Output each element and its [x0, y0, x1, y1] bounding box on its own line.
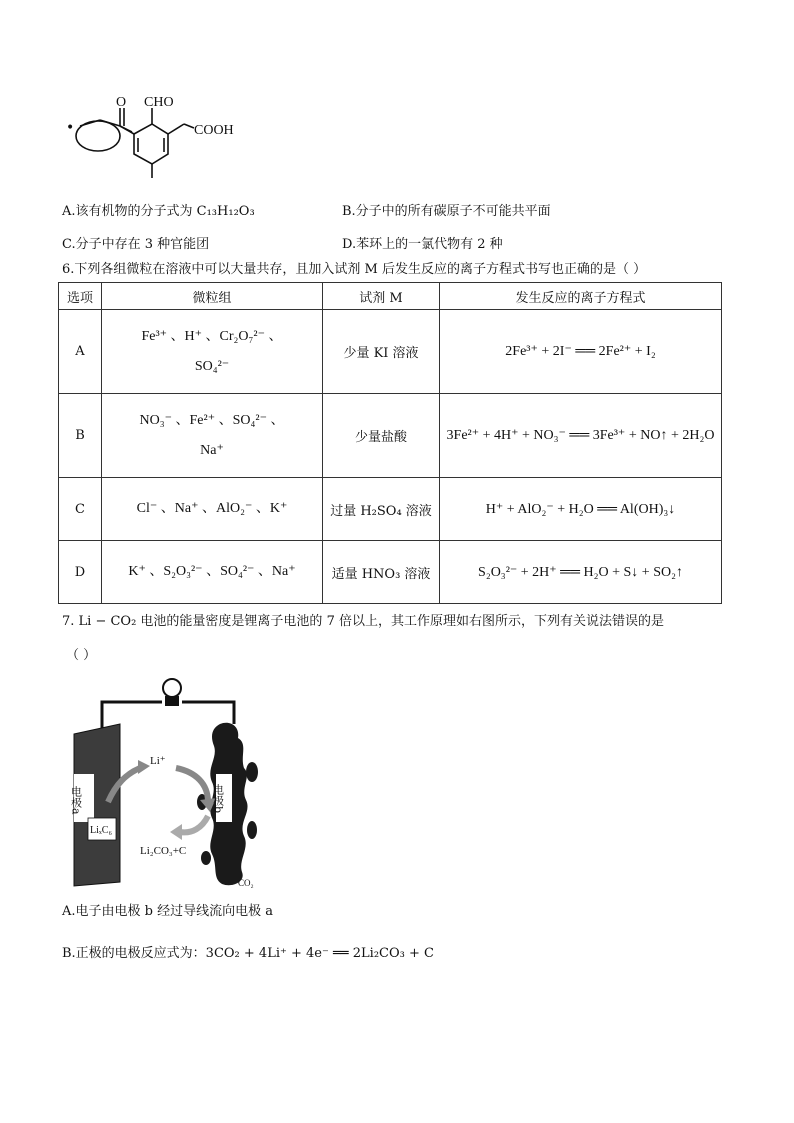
electrode-a-label: 电极a: [69, 786, 83, 815]
li-co2-battery-figure: [62, 672, 262, 894]
ions-line1: NO₃⁻ 、Fe²⁺ 、SO₄²⁻ 、: [139, 412, 285, 428]
header-equation: 发生反应的离子方程式: [440, 283, 722, 310]
li-ion-label: Li⁺: [150, 755, 166, 767]
ketone-o-label: O: [116, 95, 127, 110]
header-option: 选项: [59, 283, 102, 310]
q5-option-c[interactable]: C.分子中存在 3 种官能团: [62, 237, 210, 252]
svg-text:•: •: [66, 120, 75, 136]
row-ions: Cl⁻ 、Na⁺ 、AlO₂⁻ 、K⁺: [102, 478, 323, 541]
co2-label: CO₂: [238, 878, 254, 888]
row-option: A: [59, 310, 102, 394]
q7-stem-line2: （ ）: [66, 648, 97, 663]
table-row: [59, 310, 722, 394]
row-ions: [102, 394, 323, 478]
acid-label: COOH: [194, 123, 234, 138]
row-option: D: [59, 541, 102, 604]
table-header-row: [59, 283, 722, 310]
row-reagent: 少量盐酸: [323, 394, 440, 478]
row-equation: 2Fe³⁺ + 2I⁻ ══ 2Fe²⁺ + I₂: [440, 310, 722, 394]
q5-option-a[interactable]: A.该有机物的分子式为 C₁₃H₁₂O₃: [62, 204, 255, 219]
ions-line2: SO₄²⁻: [194, 358, 230, 374]
row-reagent: 过量 H₂SO₄ 溶液: [323, 478, 440, 541]
electrode-a-chem: LiₓC₆: [90, 825, 112, 836]
table-row: [59, 394, 722, 478]
molecule-structure: [60, 90, 260, 185]
q6-table: [58, 282, 722, 604]
bulb-icon: [163, 679, 181, 697]
q5-option-b[interactable]: B.分子中的所有碳原子不可能共平面: [342, 204, 551, 219]
header-ions: 微粒组: [102, 283, 323, 310]
products-label: Li₂CO₃+C: [140, 845, 187, 857]
q6-stem: 6.下列各组微粒在溶液中可以大量共存，且加入试剂 M 后发生反应的离子方程式书写也正确的是（ ）: [62, 262, 647, 277]
q7-option-a[interactable]: A.电子由电极 b 经过导线流向电极 a: [62, 904, 273, 919]
header-reagent: 试剂 M: [323, 283, 440, 310]
q7-stem-line1: 7. Li − CO₂ 电池的能量密度是锂离子电池的 7 倍以上，其工作原理如右图所示，下列有关说法错误的是: [62, 614, 664, 629]
row-equation: S₂O₃²⁻ + 2H⁺ ══ H₂O + S↓ + SO₂↑: [440, 541, 722, 604]
aldehyde-label: CHO: [144, 95, 174, 110]
ions-line1: Fe³⁺ 、H⁺ 、Cr₂O₇²⁻ 、: [141, 328, 283, 344]
row-option: C: [59, 478, 102, 541]
row-ions: [102, 310, 323, 394]
q7-option-b[interactable]: B.正极的电极反应式为：3CO₂ + 4Li⁺ + 4e⁻ ══ 2Li₂CO₃ + C: [62, 946, 434, 961]
row-equation: H⁺ + AlO₂⁻ + H₂O ══ Al(OH)₃↓: [440, 478, 722, 541]
q5-option-d[interactable]: D.苯环上的一氯代物有 2 种: [342, 237, 503, 252]
row-reagent: 适量 HNO₃ 溶液: [323, 541, 440, 604]
table-row: [59, 478, 722, 541]
row-equation: 3Fe²⁺ + 4H⁺ + NO₃⁻ ══ 3Fe³⁺ + NO↑ + 2H₂O: [440, 394, 722, 478]
electrode-b-label: 电极b: [211, 784, 225, 814]
row-option: B: [59, 394, 102, 478]
table-row: [59, 541, 722, 604]
ions-line2: Na⁺: [200, 442, 224, 458]
row-ions: K⁺ 、S₂O₃²⁻ 、SO₄²⁻ 、Na⁺: [102, 541, 323, 604]
row-reagent: 少量 KI 溶液: [323, 310, 440, 394]
